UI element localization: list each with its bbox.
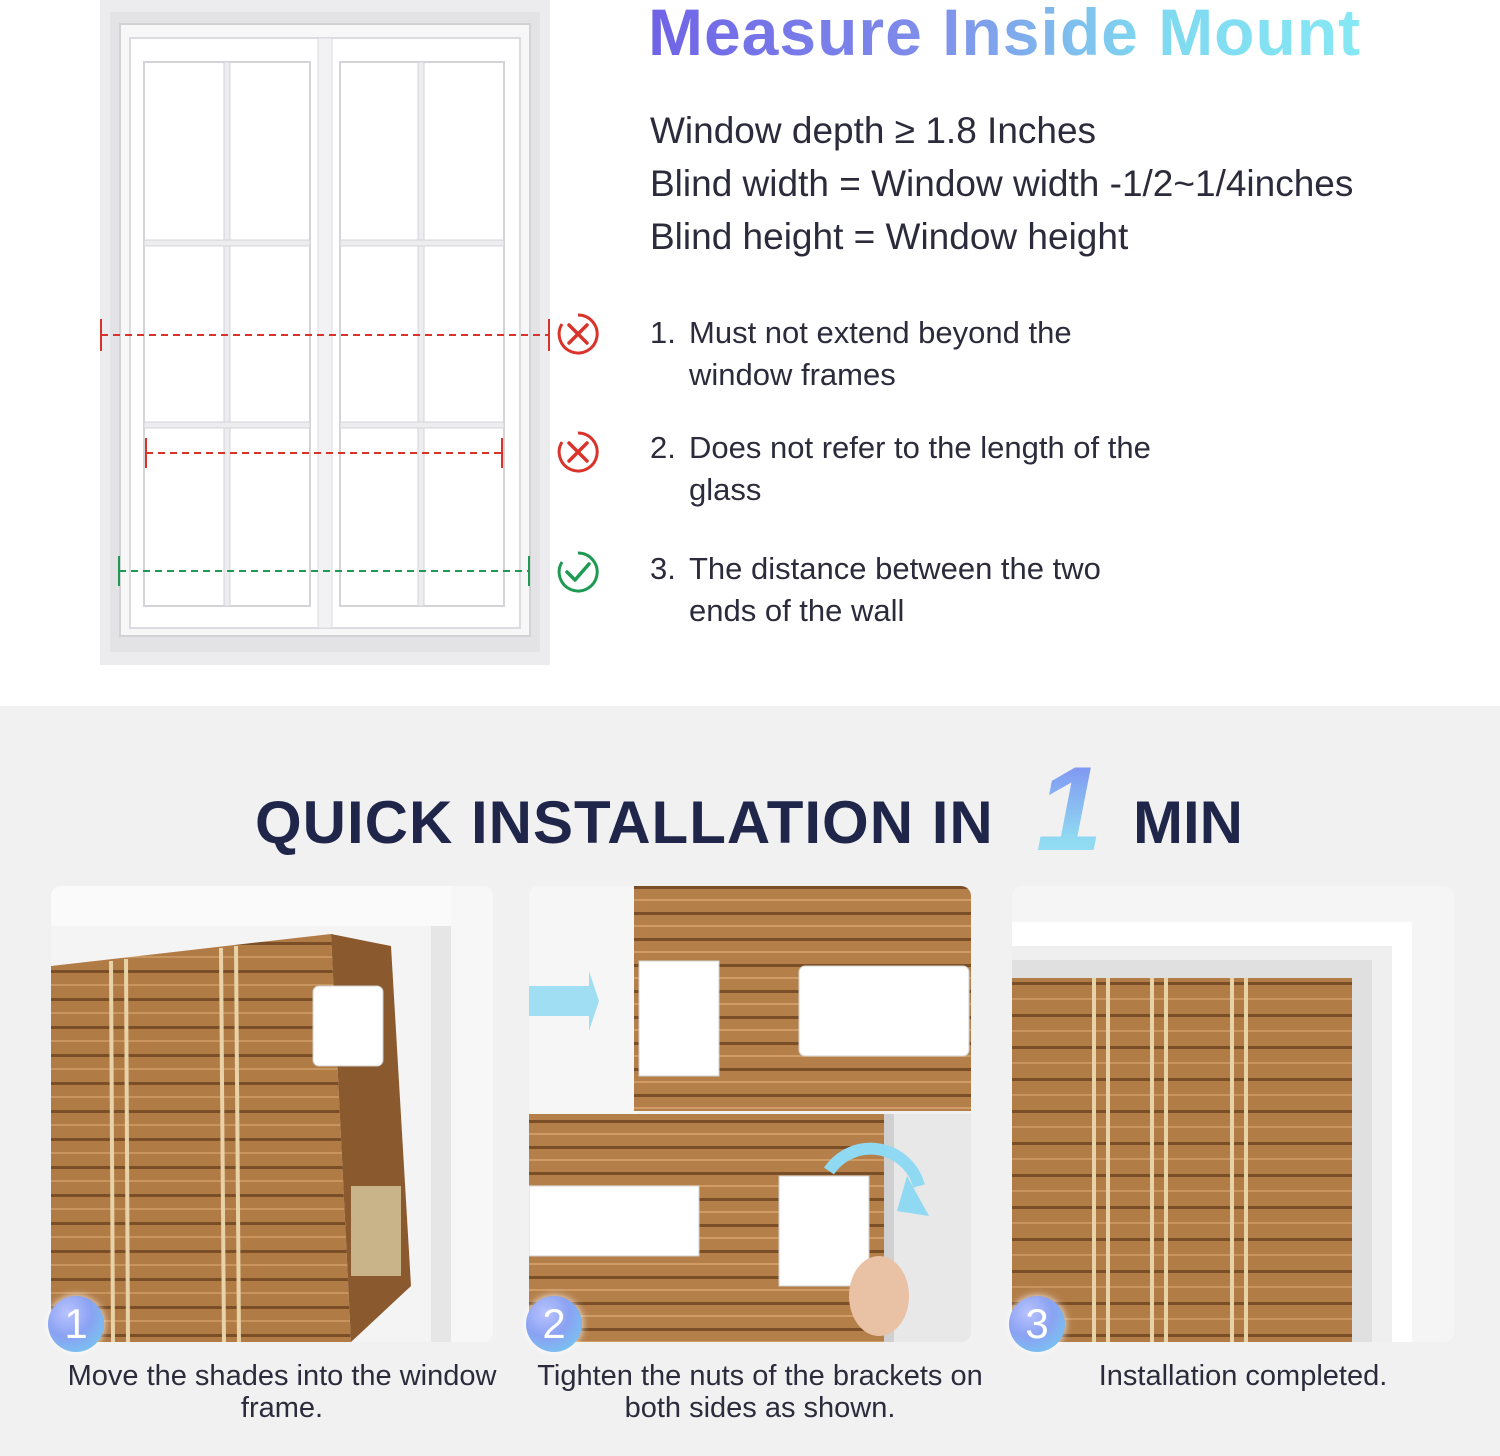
check-icon — [556, 550, 600, 594]
step-2-caption: Tighten the nuts of the brackets on both sides as shown. — [537, 1360, 983, 1424]
rule-text: The distance between the two ends of the wall — [689, 551, 1101, 628]
title-left: QUICK INSTALLATION IN — [255, 789, 994, 856]
step-1-badge: 1 — [48, 1296, 104, 1352]
spec-list — [650, 104, 1353, 263]
rule-item — [650, 548, 1169, 632]
step-1-photo — [51, 886, 493, 1342]
spec-blind-width: Blind width = Window width -1/2~1/4inches — [650, 163, 1354, 204]
rule-text: Must not extend beyond the window frames — [689, 315, 1072, 392]
title-number: 1 — [1036, 742, 1103, 876]
step-2-badge: 2 — [526, 1296, 582, 1352]
rule-number: 2. — [650, 430, 676, 465]
measure-title: Measure Inside Mount — [648, 0, 1361, 70]
rule-number: 3. — [650, 551, 676, 586]
rule-text: Does not refer to the length of the glass — [689, 430, 1151, 507]
rule-item — [650, 427, 1169, 511]
title-right: MIN — [1133, 789, 1243, 856]
step-2-photo — [529, 886, 971, 1342]
spec-window-depth: Window depth ≥ 1.8 Inches — [650, 110, 1097, 151]
rule-item — [650, 312, 1169, 396]
spec-blind-height: Blind height = Window height — [650, 216, 1129, 257]
cross-icon — [556, 430, 600, 474]
measure-section — [0, 0, 1500, 706]
step-1-caption: Move the shades into the window frame. — [67, 1360, 497, 1424]
step-3-badge: 3 — [1009, 1296, 1065, 1352]
step-3-caption: Installation completed. — [1098, 1360, 1388, 1392]
rule-number: 1. — [650, 315, 676, 350]
installation-section — [0, 706, 1500, 1456]
window-illustration — [100, 0, 550, 665]
step-3-photo — [1012, 886, 1454, 1342]
cross-icon — [556, 312, 600, 356]
installation-title — [0, 742, 1500, 876]
